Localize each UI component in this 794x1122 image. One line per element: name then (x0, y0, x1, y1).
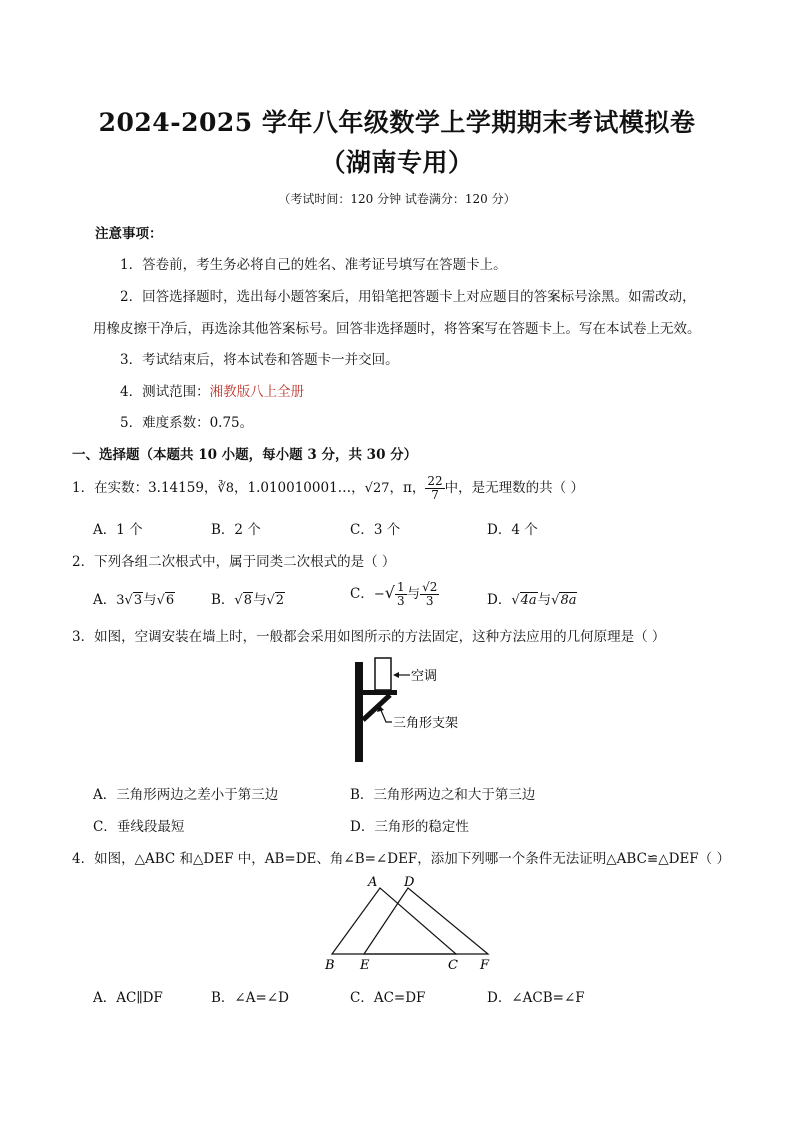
q1-pi: ，π， (389, 480, 426, 496)
shelf-shape (363, 690, 397, 695)
q2-d-radicand1: 4a (520, 593, 537, 608)
q2-a-radicand2: 6 (165, 593, 175, 608)
q2-d-label: D． (487, 592, 512, 608)
q2-c-sign: − (373, 587, 385, 602)
exam-info: （考试时间：120 分钟 试卷满分：120 分） (278, 192, 516, 206)
q2-a-coef: 3 (116, 593, 125, 608)
notice-item-2-line1: 2．回答选择题时，选出每小题答案后，用铅笔把答题卡上对应题目的答案标号涂黑。如需改动， (120, 289, 696, 305)
q2-option-b[interactable]: B．√8与√2 (211, 592, 285, 608)
arrow-ac (393, 672, 399, 678)
q2-option-d[interactable]: D．√4a与√8a (487, 592, 577, 608)
q4-option-a[interactable]: A．AC∥DF (93, 990, 163, 1006)
question-2-stem: 2．下列各组二次根式中，属于同类二次根式的是（ ） (72, 554, 396, 570)
notice-heading: 注意事项： (95, 226, 163, 242)
q1-fraction (425, 475, 444, 502)
notice-item-4 (120, 380, 304, 400)
air-conditioner-box (375, 658, 391, 690)
q2-b-mid: 与 (253, 592, 267, 608)
q2-d-radicand2: 8a (560, 593, 577, 608)
q1-option-a[interactable]: A．1 个 (93, 522, 143, 538)
triangle-def (364, 888, 488, 954)
q2-option-a[interactable]: A．3√3与√6 (93, 592, 175, 608)
q1-cbrt: ∛8 (217, 481, 234, 496)
q1-frac-den: 7 (431, 488, 439, 502)
q2-a-label: A． (93, 592, 117, 608)
notice-item-3: 3．考试结束后，将本试卷和答题卡一并交回。 (120, 352, 399, 368)
point-d-label: D (404, 875, 415, 890)
triangle-abc (332, 888, 456, 954)
air-conditioner-diagram (340, 650, 500, 770)
question-1-stem (72, 475, 584, 502)
q1-option-d[interactable]: D．4 个 (487, 522, 538, 538)
question-3-stem: 3．如图，空调安装在墙上时，一般都会采用如图所示的方法固定，这种方法应用的几何原理是（ ） (72, 629, 666, 645)
section-heading: 一、选择题（本题共 10 小题，每小题 3 分，共 30 分） (72, 447, 418, 463)
q1-prefix: 1．在实数：3.14159， (72, 480, 218, 496)
triangles-diagram (320, 872, 500, 974)
wall-shape (355, 662, 363, 762)
q2-a-mid: 与 (143, 592, 157, 608)
point-c-label: C (448, 958, 458, 973)
q3-option-b[interactable]: B．三角形两边之和大于第三边 (350, 787, 536, 803)
q1-sqrt: √27 (364, 481, 390, 496)
point-e-label: E (360, 958, 370, 973)
q2-c-frac2 (420, 581, 439, 608)
q4-option-d[interactable]: D．∠ACB=∠F (487, 990, 585, 1006)
q2-b-radicand1: 8 (243, 593, 252, 608)
q2-c-label: C． (350, 586, 374, 602)
point-a-label: A (368, 875, 378, 890)
exam-title: 2024-2025 学年八年级数学上学期期末考试模拟卷 (98, 108, 696, 137)
q2-b-radicand2: 2 (275, 593, 285, 608)
q2-a-radicand1: 3 (133, 593, 143, 608)
q2-c-num1: 1 (396, 580, 405, 594)
label-bracket: 三角形支架 (393, 716, 459, 731)
q3-option-c[interactable]: C．垂线段最短 (93, 819, 185, 835)
q2-c-den1: 3 (396, 594, 405, 608)
q2-d-mid: 与 (537, 592, 552, 608)
point-b-label: B (325, 958, 335, 973)
question-4-stem: 4．如图，△ABC 和△DEF 中，AB=DE、角∠B=∠DEF，添加下列哪一个条件无法证明△ABC≌△DEF（ ） (72, 851, 730, 867)
q1-frac-num: 22 (427, 474, 443, 488)
q2-c-frac1 (395, 581, 407, 608)
q1-decimal: ，1.010010001…， (233, 480, 365, 496)
notice-item-1: 1．答卷前，考生务必将自己的姓名、准考证号填写在答题卡上。 (120, 257, 507, 273)
q2-b-label: B． (211, 592, 235, 608)
notice-item-4-prefix: 4．测试范围： (120, 384, 210, 400)
exam-title-region: （湖南专用） (320, 148, 474, 177)
q1-suffix: 中，是无理数的共（ ） (444, 480, 584, 496)
notice-item-5: 5．难度系数：0.75。 (120, 415, 254, 431)
q4-option-c[interactable]: C．AC=DF (350, 990, 426, 1006)
notice-item-2-line2: 用橡皮擦干净后，再选涂其他答案标号。回答非选择题时，将答案写在答题卡上。写在本试卷上无效。 (93, 321, 701, 337)
q3-option-a[interactable]: A．三角形两边之差小于第三边 (93, 787, 279, 803)
q2-c-den2: 3 (425, 594, 434, 608)
label-air-conditioner: 空调 (411, 669, 438, 684)
q1-option-b[interactable]: B．2 个 (211, 522, 261, 538)
q2-option-c[interactable]: C．−√ $\frac{1}{3}$ 与 $\frac{√2}{3}$ (350, 580, 438, 608)
brace-shape (363, 695, 390, 720)
point-f-label: F (480, 958, 490, 973)
q1-option-c[interactable]: C．3 个 (350, 522, 401, 538)
q3-option-d[interactable]: D．三角形的稳定性 (350, 819, 469, 835)
q4-option-b[interactable]: B．∠A=∠D (211, 990, 289, 1006)
q2-c-num2: √2 (422, 580, 438, 594)
q2-c-mid: 与 (406, 586, 421, 602)
test-range: 湘教版八上全册 (209, 384, 305, 400)
